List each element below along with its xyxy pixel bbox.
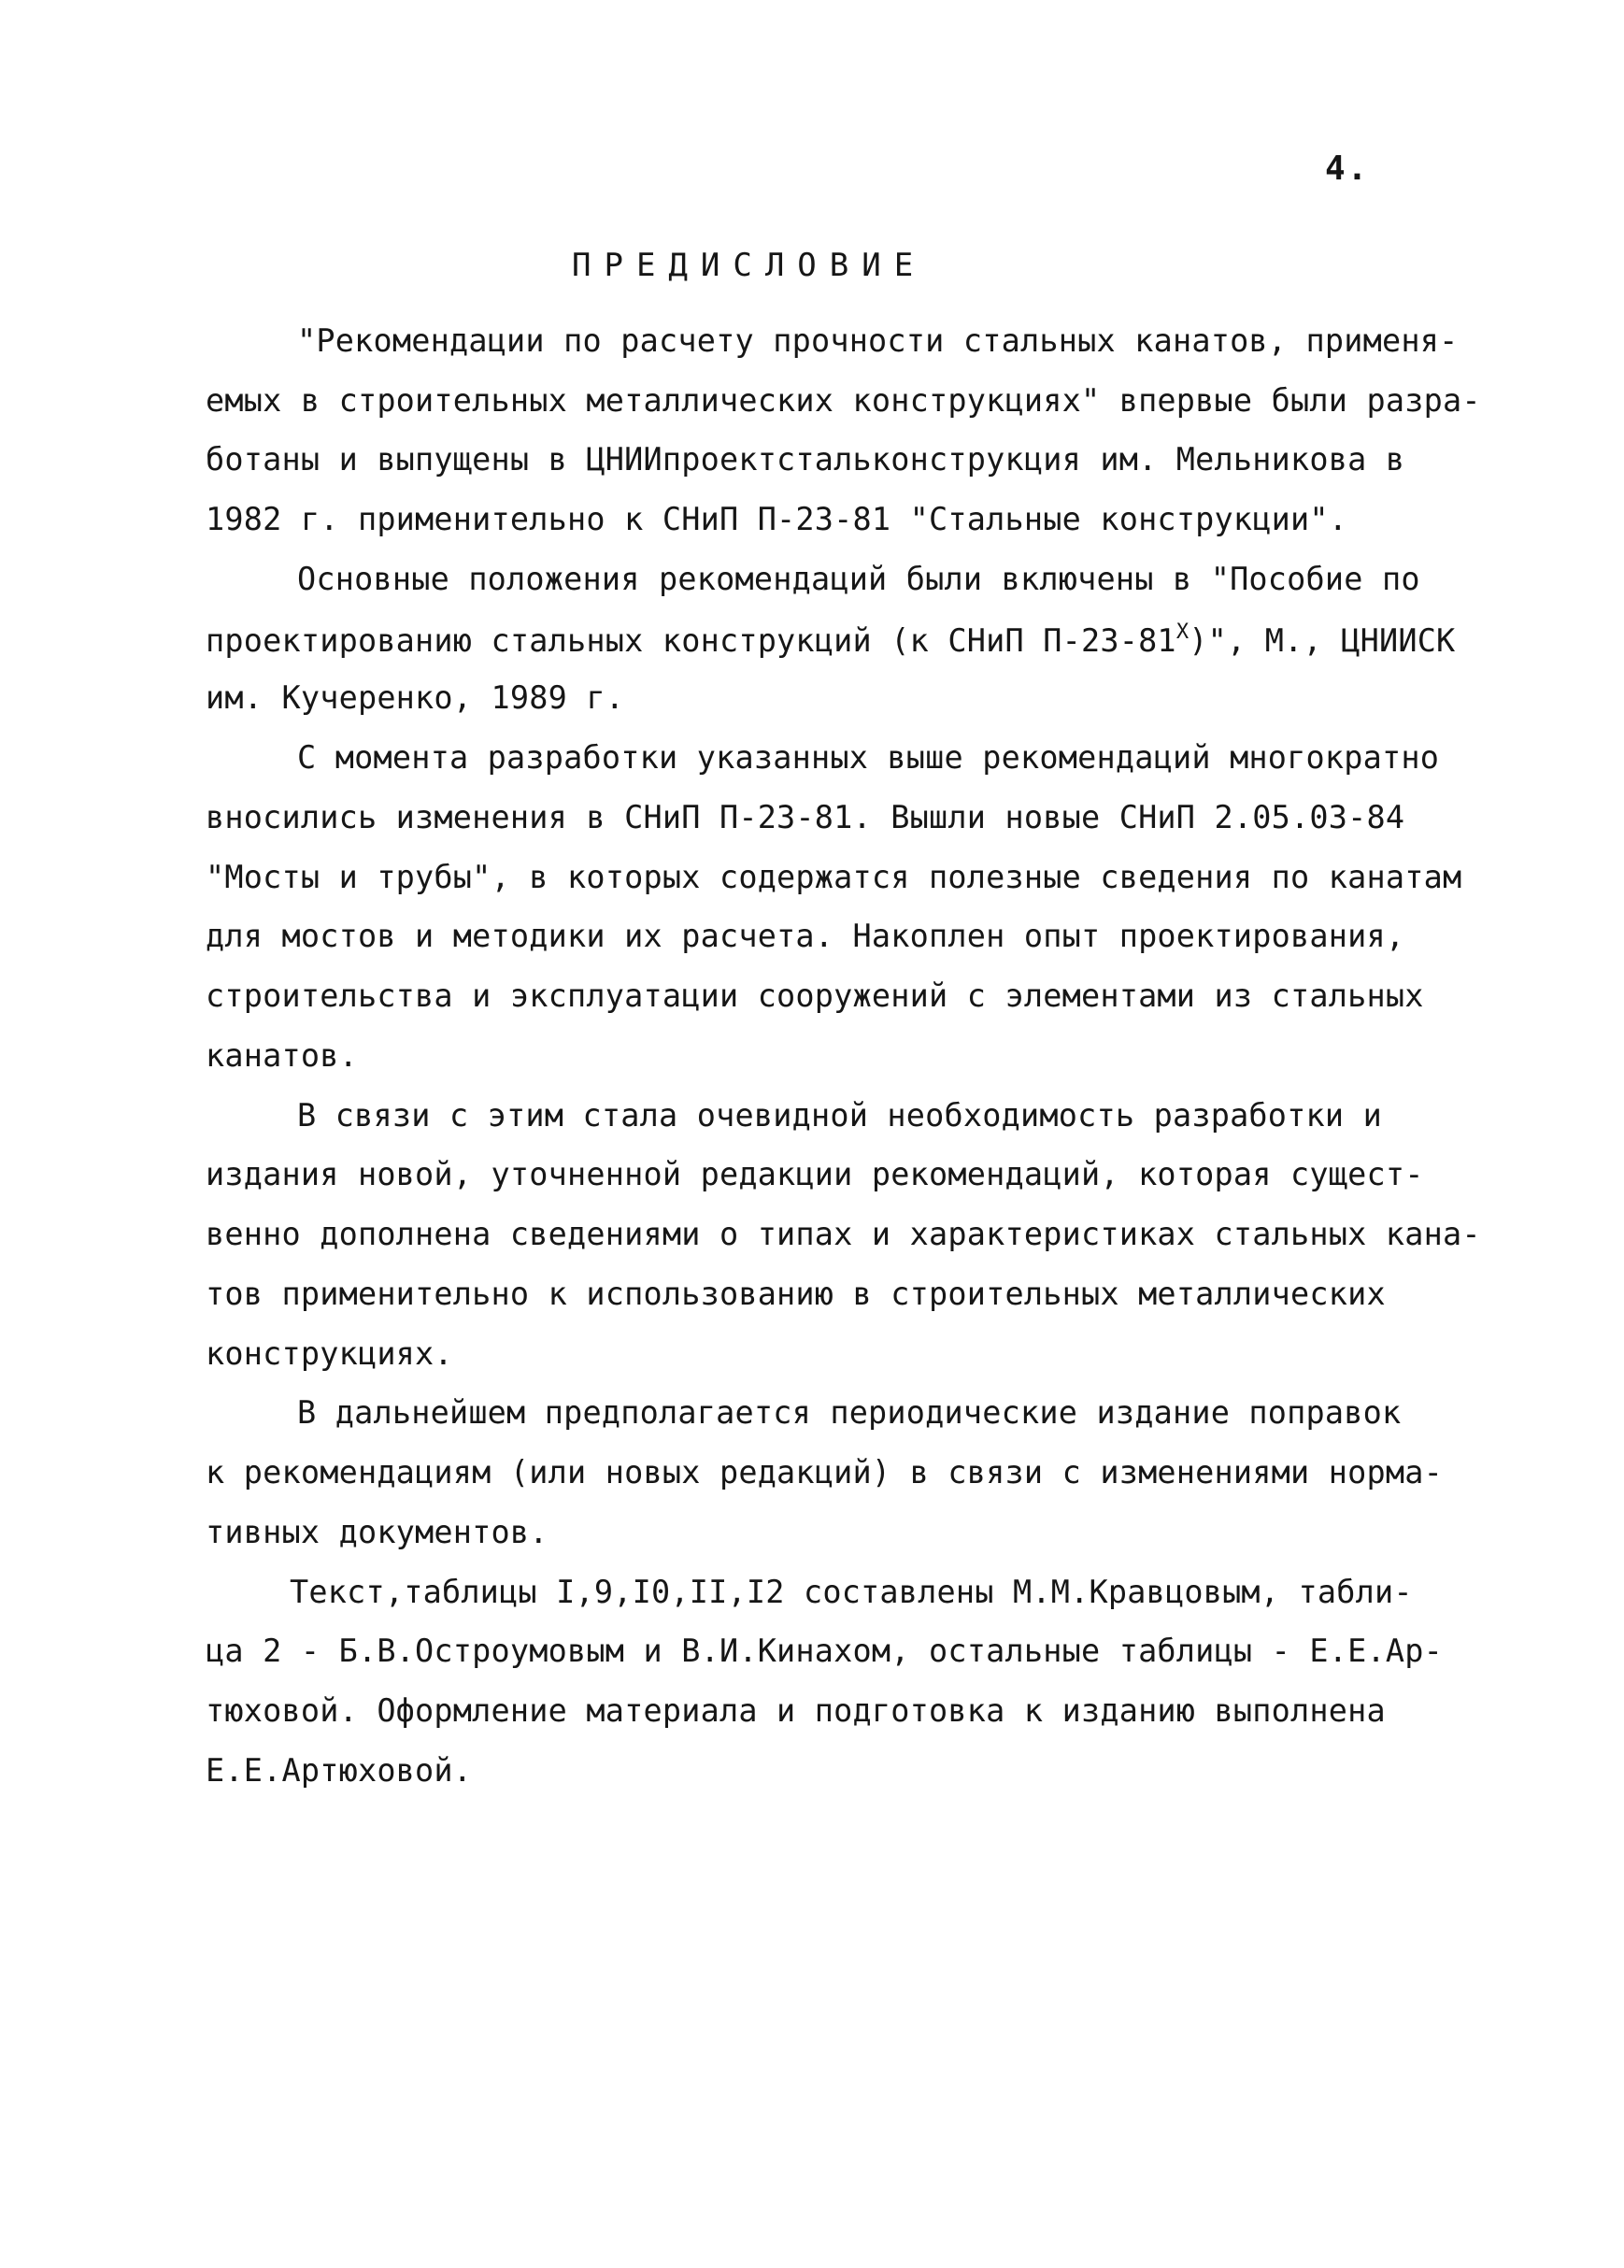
text-line: С момента разработки указанных выше рекомендаций многократно	[297, 739, 1440, 776]
text-line: тюховой. Оформление материала и подготовка к изданию выполнена	[206, 1692, 1386, 1729]
text-line: Основные положения рекомендаций были включены в "Пособие по	[297, 561, 1420, 597]
text-line: емых в строительных металлических конструкциях" впервые были разра-	[206, 382, 1481, 419]
text-line-part: )", М., ЦНИИСК	[1189, 622, 1456, 659]
text-line: для мостов и методики их расчета. Накоплен опыт проектирования,	[206, 918, 1405, 954]
text-line: "Мосты и трубы", в которых содержатся полезные сведения по канатам	[206, 859, 1462, 895]
text-line: тов применительно к использованию в строительных металлических	[206, 1276, 1386, 1312]
text-line: тивных документов.	[206, 1514, 548, 1550]
text-line: венно дополнена сведениями о типах и характеристиках стальных кана-	[206, 1216, 1481, 1252]
text-line: к рекомендациям (или новых редакций) в связи с изменениями норма-	[206, 1454, 1443, 1491]
text-line: строительства и эксплуатации сооружений с элементами из стальных	[206, 977, 1424, 1014]
text-line: конструкциях.	[206, 1335, 453, 1372]
text-line: "Рекомендации по расчету прочности стальных канатов, применя-	[297, 322, 1459, 359]
text-line: ботаны и выпущены в ЦНИИпроектстальконструкция им. Мельникова в	[206, 441, 1405, 478]
text-line: ца 2 - Б.В.Остроумовым и В.И.Кинахом, остальные таблицы - Е.Е.Ар-	[206, 1633, 1443, 1669]
text-line: издания новой, уточненной редакции рекомендаций, которая сущест-	[206, 1156, 1424, 1192]
page-number: 4.	[1325, 150, 1370, 188]
text-line-with-superscript	[206, 620, 1455, 659]
text-line: вносились изменения в СНиП П-23-81. Вышли новые СНиП 2.05.03-84	[206, 799, 1405, 835]
text-line: им. Кучеренко, 1989 г.	[206, 679, 625, 716]
superscript-mark: X	[1175, 620, 1190, 644]
text-line: В связи с этим стала очевидной необходимость разработки и	[297, 1097, 1383, 1134]
text-line: Е.Е.Артюховой.	[206, 1752, 473, 1789]
page-heading: ПРЕДИСЛОВИЕ	[572, 247, 927, 284]
text-line: канатов.	[206, 1037, 358, 1074]
text-line-part: проектированию стальных конструкций (к СНиП П-23-81	[206, 622, 1176, 659]
text-line: 1982 г. применительно к СНиП П-23-81 "Стальные конструкции".	[206, 501, 1348, 537]
text-line: Текст,таблицы I,9,I0,II,I2 составлены М.М.Кравцовым, табли-	[290, 1574, 1413, 1610]
text-line: В дальнейшем предполагается периодические издание поправок	[297, 1394, 1402, 1431]
